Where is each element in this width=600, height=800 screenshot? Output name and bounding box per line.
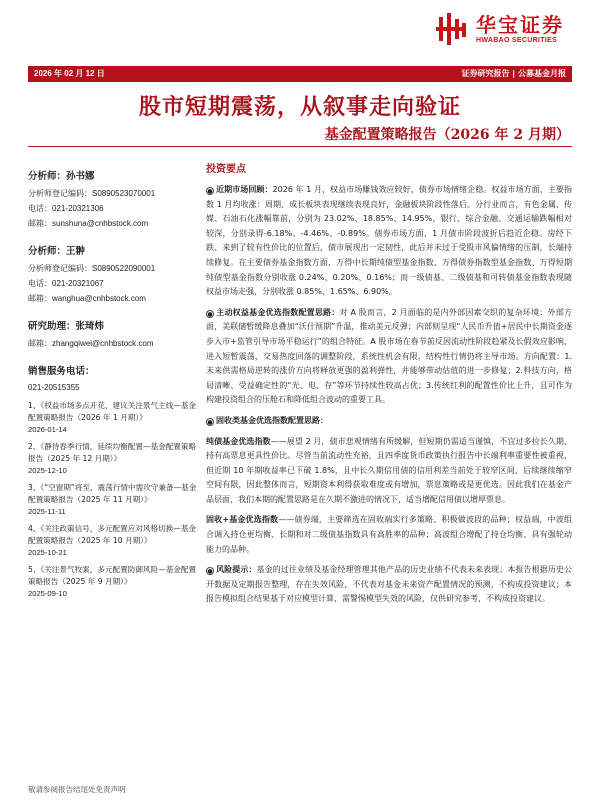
sales-phone: 021-20515355 bbox=[28, 383, 80, 392]
bullet-icon: ● bbox=[207, 310, 213, 318]
report-type-label: 证券研究报告 | 公募基金月报 bbox=[461, 69, 566, 78]
related-report-title: 3、《“空窗期”将至，震荡行情中需攻守兼备—基金配置策略报告（2025 年 11 月期）》 bbox=[28, 483, 197, 504]
bullet-icon: ● bbox=[207, 568, 213, 576]
report-date: 2026 年 02 月 12 日 bbox=[34, 69, 105, 78]
phone-value: 021-20321306 bbox=[52, 204, 104, 213]
analyst-reg bbox=[28, 188, 198, 199]
email-label: 邮箱： bbox=[28, 339, 52, 348]
disclaimer-footer: 敬请参阅报告结尾处免责声明 bbox=[28, 785, 126, 794]
related-report-item[interactable] bbox=[28, 400, 198, 436]
related-report-title: 4、《关注政策信号，多元配置应对风格切换—基金配置策略报告（2025 年 10 月期）》 bbox=[28, 524, 197, 545]
paragraph-body: ——债券端，主要筛选在固收端实行多策略、积极做波段的品种；权益端，中波组合调入持仓更均衡、长期和对二级债基指数具有高胜率的品种；高波组合增配了持仓均衡、具有强轮动能力的品种。 bbox=[206, 515, 573, 554]
analyst-email bbox=[28, 218, 198, 229]
analyst-email bbox=[28, 293, 198, 304]
analyst-name: 分析师：孙书娜 bbox=[28, 171, 95, 182]
paragraph-lead: 固收+基金优选指数 bbox=[206, 515, 279, 525]
pure-bond-paragraph bbox=[206, 435, 572, 508]
research-assistant-block bbox=[28, 318, 198, 349]
title-divider bbox=[28, 146, 572, 147]
analyst-name: 分析师：王翀 bbox=[28, 246, 86, 257]
bullet-icon: ● bbox=[207, 418, 213, 426]
paragraph-body: 基金的过往业绩及基金经理管理其他产品的历史业绩不代表未来表现；本报告根据历史公开数据及定期报告整理，存在失效风险，不代表对基金未来资产配置情况的预测，不构成投资建议；本报告模拟组合结果基于对应模型计算，需警惕模型失效的风险，仅供研究参考，不构成投资建议。 bbox=[206, 565, 572, 604]
analyst-reg bbox=[28, 263, 198, 274]
reg-label: 分析师登记编码： bbox=[28, 189, 92, 198]
reg-label: 分析师登记编码： bbox=[28, 264, 92, 273]
reg-value: S0890522090001 bbox=[92, 264, 156, 273]
logo-english-text: HWABAO SECURITIES bbox=[476, 36, 557, 44]
fixed-income-heading bbox=[206, 414, 572, 429]
related-report-title: 2、《静待春季行情，延续均衡配置—基金配置策略报告（2025 年 12 月期）》 bbox=[28, 442, 197, 463]
related-report-date: 2025-10-21 bbox=[28, 548, 67, 557]
equity-strategy-paragraph bbox=[206, 306, 572, 408]
paragraph-lead: 主动权益基金优选指数配置思路： bbox=[216, 307, 340, 317]
assistant-email bbox=[28, 338, 198, 349]
highlights-heading: 投资要点 bbox=[206, 164, 246, 175]
related-report-title: 5、《关注景气牧案，多元配置防御风险—基金配置策略报告（2025 年 9 月期）》 bbox=[28, 565, 197, 586]
related-report-date: 2025-12-10 bbox=[28, 466, 67, 475]
company-logo bbox=[436, 12, 564, 46]
related-report-date: 2026-01-14 bbox=[28, 425, 67, 434]
email-label: 邮箱： bbox=[28, 294, 52, 303]
fixed-income-plus-paragraph bbox=[206, 513, 572, 557]
related-report-item[interactable] bbox=[28, 482, 198, 518]
related-report-item[interactable] bbox=[28, 441, 198, 477]
phone-value: 021-20321067 bbox=[52, 279, 104, 288]
risk-warning-paragraph bbox=[206, 563, 572, 607]
analyst-phone bbox=[28, 203, 198, 214]
paragraph-body: 对 A 股而言，2 月面临的是内外部因素交织的复杂环境：外部方面，美联储暂缓降息叠加“沃什预期”升温，推动美元反弹；内部则呈现“人民币升值+居民中长期资金逐步入市+监管引导市场平稳运行”的组合特征。A 股市场在春节前反因流动性阶段趋紧及长假效应影响，进入短暂震荡，交易热度回落的调整阶段，系统性机会有限，结构性行情仍将主导市场。方向配置：1.未来供需格局逆转的涨价方向将释放更强的盈利弹性，并能够带动估值的进一步修复；2.科技方向，格局清晰、受益确定性的“光、电、存”等环节持续性较高占优；3.传统红利的配置性价比上升，且可作为构建投资组合的压舱石和降低组合波动的重要工具。 bbox=[206, 307, 572, 405]
related-report-title: 1、《权益市场多点开花，建议关注景气主线—基金配置策略报告（2026 年 1 月期）》 bbox=[28, 401, 197, 422]
paragraph-body: 2026 年 1 月，权益市场赚钱效应较好，债券市场情绪企稳。权益市场方面，主要指数 1 月均收涨：周期、成长板块表现继续表现良好，金融板块阶段性落后。分行业而言，有色金属、传媒、石油石化涨幅靠前，分别为 23.02%、18.85%、14.95%，银行、综合金融、交通运输跌幅相对较深，分别录得-6.18%、-4.46%、-0.89%。债券市场方面，1 月债市阶段波折后趋近企稳。房经下跌、来到了较有性价比的位置后，债市展现出一定韧性，此后并未过于受股市风偏情绪的压制，长端持续修复。在主要债券基金指数方面，万得中长期纯债型基金指数、万得债券指数型基金指数、万得短期纯债型基金指数分别收涨 0.24%、0.20%、0.16%；而一级债基、二级债基和可转债基金指数表现随权益市场走强，分别收涨 0.85%、1.65%、6.90%。 bbox=[206, 185, 572, 297]
sales-title: 销售服务电话： bbox=[28, 366, 95, 377]
reg-value: S0890523070001 bbox=[92, 189, 156, 198]
main-content bbox=[206, 160, 572, 613]
phone-label: 电话： bbox=[28, 204, 52, 213]
phone-label: 电话： bbox=[28, 279, 52, 288]
hwabao-logo-icon bbox=[436, 13, 472, 45]
report-sub-title: 基金配置策略报告（2026 年 2 月期） bbox=[324, 127, 570, 143]
related-report-date: 2025-11-11 bbox=[28, 507, 66, 516]
email-value[interactable]: wanghua@cnhbstock.com bbox=[52, 294, 146, 303]
left-sidebar bbox=[28, 168, 198, 605]
paragraph-body: ——展望 2 月，债市悲观情绪有所缓解，但短期仍需适当谨慎，不宜过多拉长久期，持有高票息更具性价比。尽管当前流动性充裕，且四季度货币政策执行报告中长端利率重要性被重视，但近期 10 年期收益率已下破 1.8%，且中长久期信用债的信用利差当前处于较窄区间、后续继续缩窄空间有限，因此整体而言，短期资本利得获取难度或有增加，票息策略或是更优选。因此我们在基金产品层面，我们本期的配置思路是在久期不激进的情况下，适当增配信用债以增厚票息。 bbox=[206, 436, 572, 504]
related-report-item[interactable] bbox=[28, 523, 198, 559]
related-reports-list bbox=[28, 400, 198, 600]
analyst-block bbox=[28, 243, 198, 304]
paragraph-lead: 纯债基金优选指数 bbox=[206, 436, 271, 446]
email-label: 邮箱： bbox=[28, 219, 52, 228]
email-value[interactable]: sunshuna@cnhbstock.com bbox=[52, 219, 149, 228]
assistant-name: 研究助理：张琦炜 bbox=[28, 321, 105, 332]
analyst-block bbox=[28, 168, 198, 229]
bullet-icon: ● bbox=[207, 188, 213, 195]
report-main-title: 股市短期震荡，从叙事走向验证 bbox=[138, 94, 461, 120]
logo-chinese-text: 华宝证券 bbox=[476, 12, 564, 37]
market-review-paragraph bbox=[206, 183, 572, 300]
analyst-phone bbox=[28, 278, 198, 289]
paragraph-lead: 风险提示： bbox=[216, 565, 257, 575]
paragraph-lead: 近期市场回顾： bbox=[216, 185, 273, 194]
date-bar bbox=[28, 66, 572, 82]
email-value[interactable]: zhangqiwei@cnhbstock.com bbox=[52, 339, 154, 348]
paragraph-lead: 固收类基金优选指数配置思路： bbox=[216, 415, 328, 425]
related-report-item[interactable] bbox=[28, 564, 198, 600]
related-report-date: 2025-09-10 bbox=[28, 589, 67, 598]
